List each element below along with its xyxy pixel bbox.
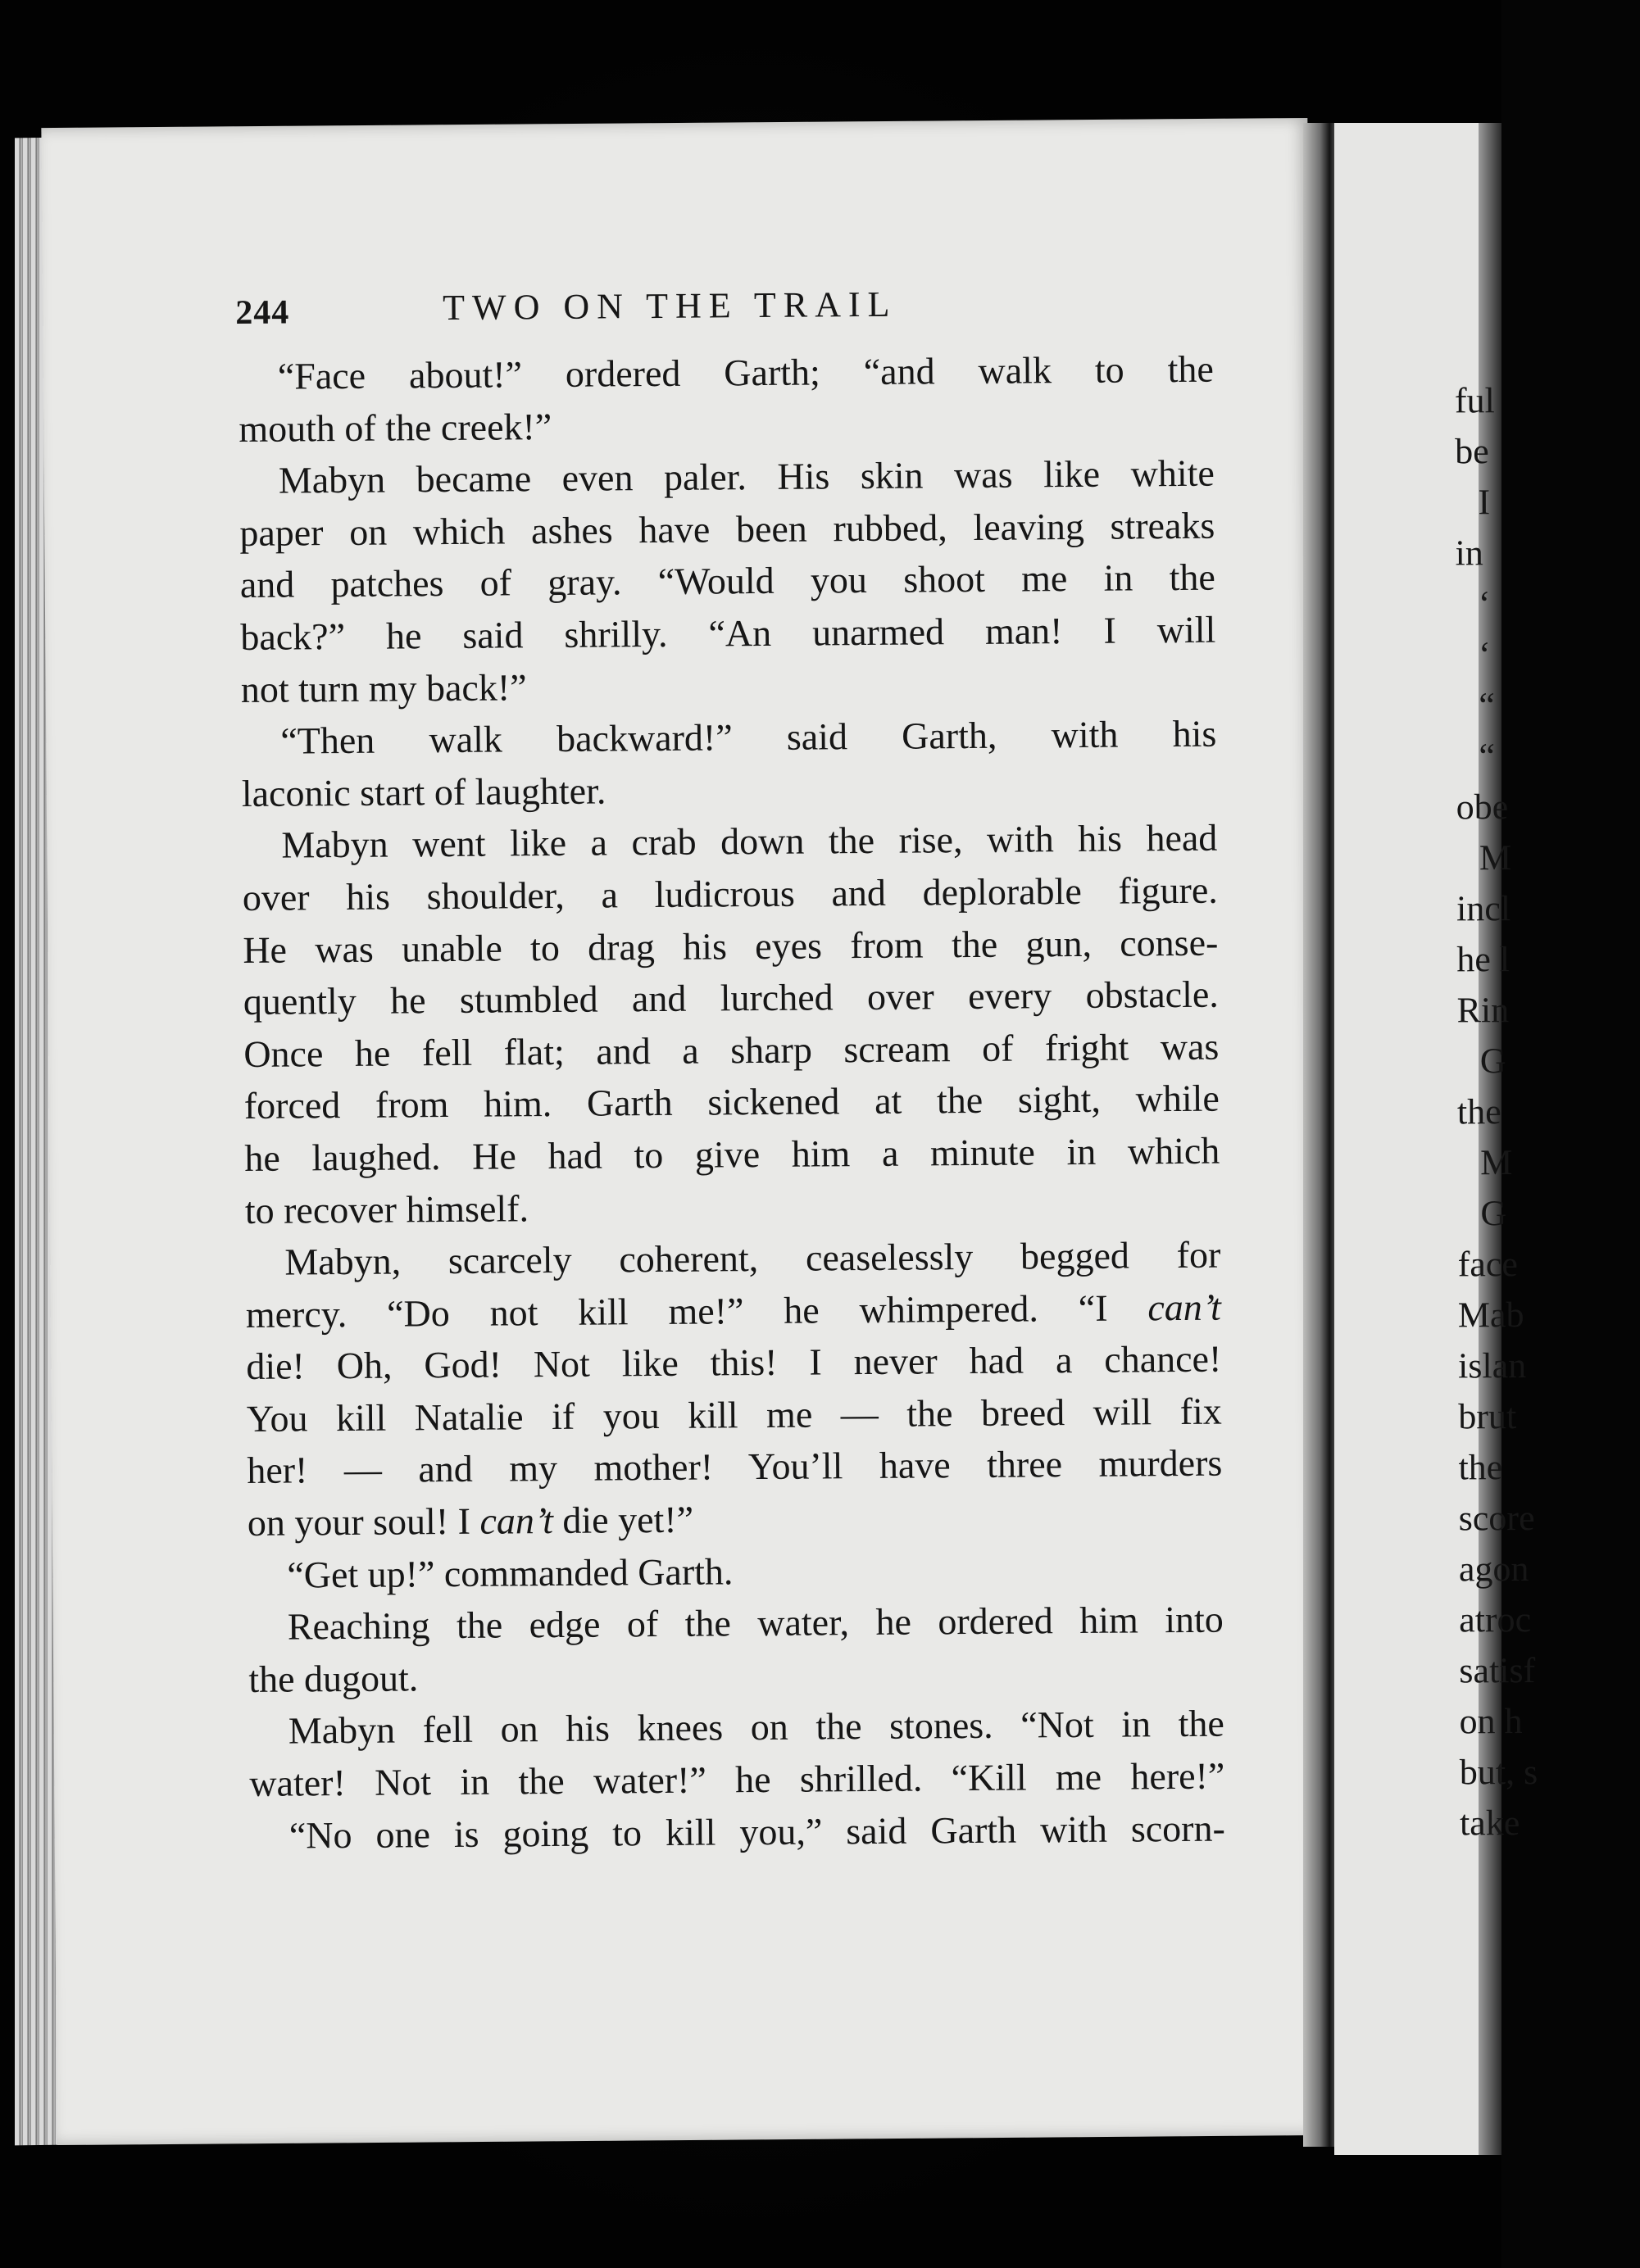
right-fragment: the	[1456, 1091, 1501, 1132]
text-line: he laughed. He had to give him a minute in which	[244, 1129, 1220, 1179]
right-fragment: obe	[1456, 787, 1509, 828]
right-fragment: take	[1459, 1803, 1520, 1844]
text-line: Mabyn, scarcely coherent, ceaselessly begged for	[284, 1233, 1221, 1283]
right-fragment: ‘	[1478, 583, 1491, 624]
right-fragment: Rin	[1456, 990, 1510, 1031]
text-line: her! — and my mother! You’ll have three murders	[247, 1442, 1223, 1492]
text-line: not turn my back!”	[240, 665, 527, 710]
right-fragment: on h	[1459, 1701, 1523, 1742]
right-fragment: ‘	[1478, 634, 1491, 675]
right-fragment: islan	[1457, 1345, 1527, 1386]
text-line: over his shoulder, a ludicrous and deplorable figure.	[242, 869, 1219, 919]
right-fragment: M	[1479, 837, 1512, 878]
text-line	[246, 1281, 1221, 1340]
text-run: mercy. “Do not kill me!” he whimpered. “I	[245, 1286, 1148, 1336]
right-fragment: brut	[1458, 1396, 1517, 1437]
right-fragment: M	[1480, 1142, 1513, 1183]
text-line: paper on which ashes have been rubbed, leaving streaks	[239, 504, 1215, 554]
text-line: to recover himself.	[244, 1186, 529, 1232]
text-line: You kill Natalie if you kill me — the breed will fix	[246, 1390, 1222, 1440]
text-line: forced from him. Garth sickened at the sight, while	[243, 1077, 1220, 1127]
text-line: “Face about!” ordered Garth; “and walk to the	[277, 347, 1215, 397]
right-page-text-fragments	[1455, 375, 1640, 1849]
page-number: 244	[235, 293, 290, 333]
text-line: laconic start of laughter.	[241, 769, 606, 814]
text-line: He was unable to drag his eyes from the gun, conse-	[243, 921, 1219, 971]
running-head	[235, 281, 1213, 339]
text-line: Mabyn became even paler. His skin was like white	[278, 451, 1215, 501]
text-line: and patches of gray. “Would you shoot me in the	[239, 556, 1216, 606]
right-fragment: ful	[1454, 380, 1495, 421]
right-fragment: score	[1458, 1498, 1535, 1539]
text-line: Mabyn fell on his knees on the stones. “Not in the	[288, 1703, 1224, 1753]
italic-run: can’t	[1147, 1286, 1221, 1329]
text-line: “Get up!” commanded Garth.	[287, 1549, 734, 1596]
text-line: back?” he said shrilly. “An unarmed man! I will	[240, 608, 1216, 658]
text-line: “Then walk backward!” said Garth, with his	[280, 712, 1217, 762]
right-fragment: agon	[1458, 1549, 1529, 1590]
text-line: Reaching the edge of the water, he ordered him into	[287, 1598, 1224, 1648]
right-fragment: “	[1479, 685, 1495, 726]
running-title: TWO ON THE TRAIL	[443, 284, 897, 329]
right-fragment: face	[1457, 1244, 1518, 1285]
italic-run: can’t	[479, 1499, 554, 1542]
text-run: die yet!”	[552, 1498, 694, 1542]
text-line: mouth of the creek!”	[239, 405, 552, 450]
right-fragment: be	[1455, 431, 1489, 472]
text-line: the dugout.	[248, 1657, 419, 1700]
text-line: quently he stumbled and lurched over every obstacle.	[243, 973, 1220, 1023]
text-run: on your soul! I	[247, 1499, 480, 1545]
right-fragment: but, s	[1459, 1752, 1538, 1793]
right-fragment: I	[1478, 482, 1491, 523]
text-line: water! Not in the water!” he shrilled. “Kill me here!”	[249, 1754, 1225, 1804]
left-page-text	[235, 281, 1225, 1862]
right-fragment: he l	[1456, 939, 1511, 980]
text-line: Mabyn went like a crab down the rise, with his head	[281, 816, 1218, 866]
right-fragment: “	[1479, 736, 1496, 777]
right-fragment: G	[1480, 1193, 1507, 1234]
right-fragment: G	[1479, 1041, 1506, 1082]
text-line: die! Oh, God! Not like this! I never had a chance!	[246, 1337, 1222, 1388]
text-line: Once he fell flat; and a sharp scream of fright was	[243, 1025, 1220, 1075]
text-line: “No one is going to kill you,” said Garth with scorn-	[288, 1807, 1225, 1857]
right-fragment: atroc	[1459, 1599, 1532, 1640]
text-line	[248, 1490, 1223, 1549]
right-fragment: in	[1455, 533, 1483, 574]
right-fragment: incl	[1456, 888, 1511, 929]
right-fragment: the	[1458, 1447, 1503, 1488]
right-fragment: Mab	[1457, 1295, 1524, 1336]
right-fragment: satisf	[1459, 1650, 1536, 1691]
